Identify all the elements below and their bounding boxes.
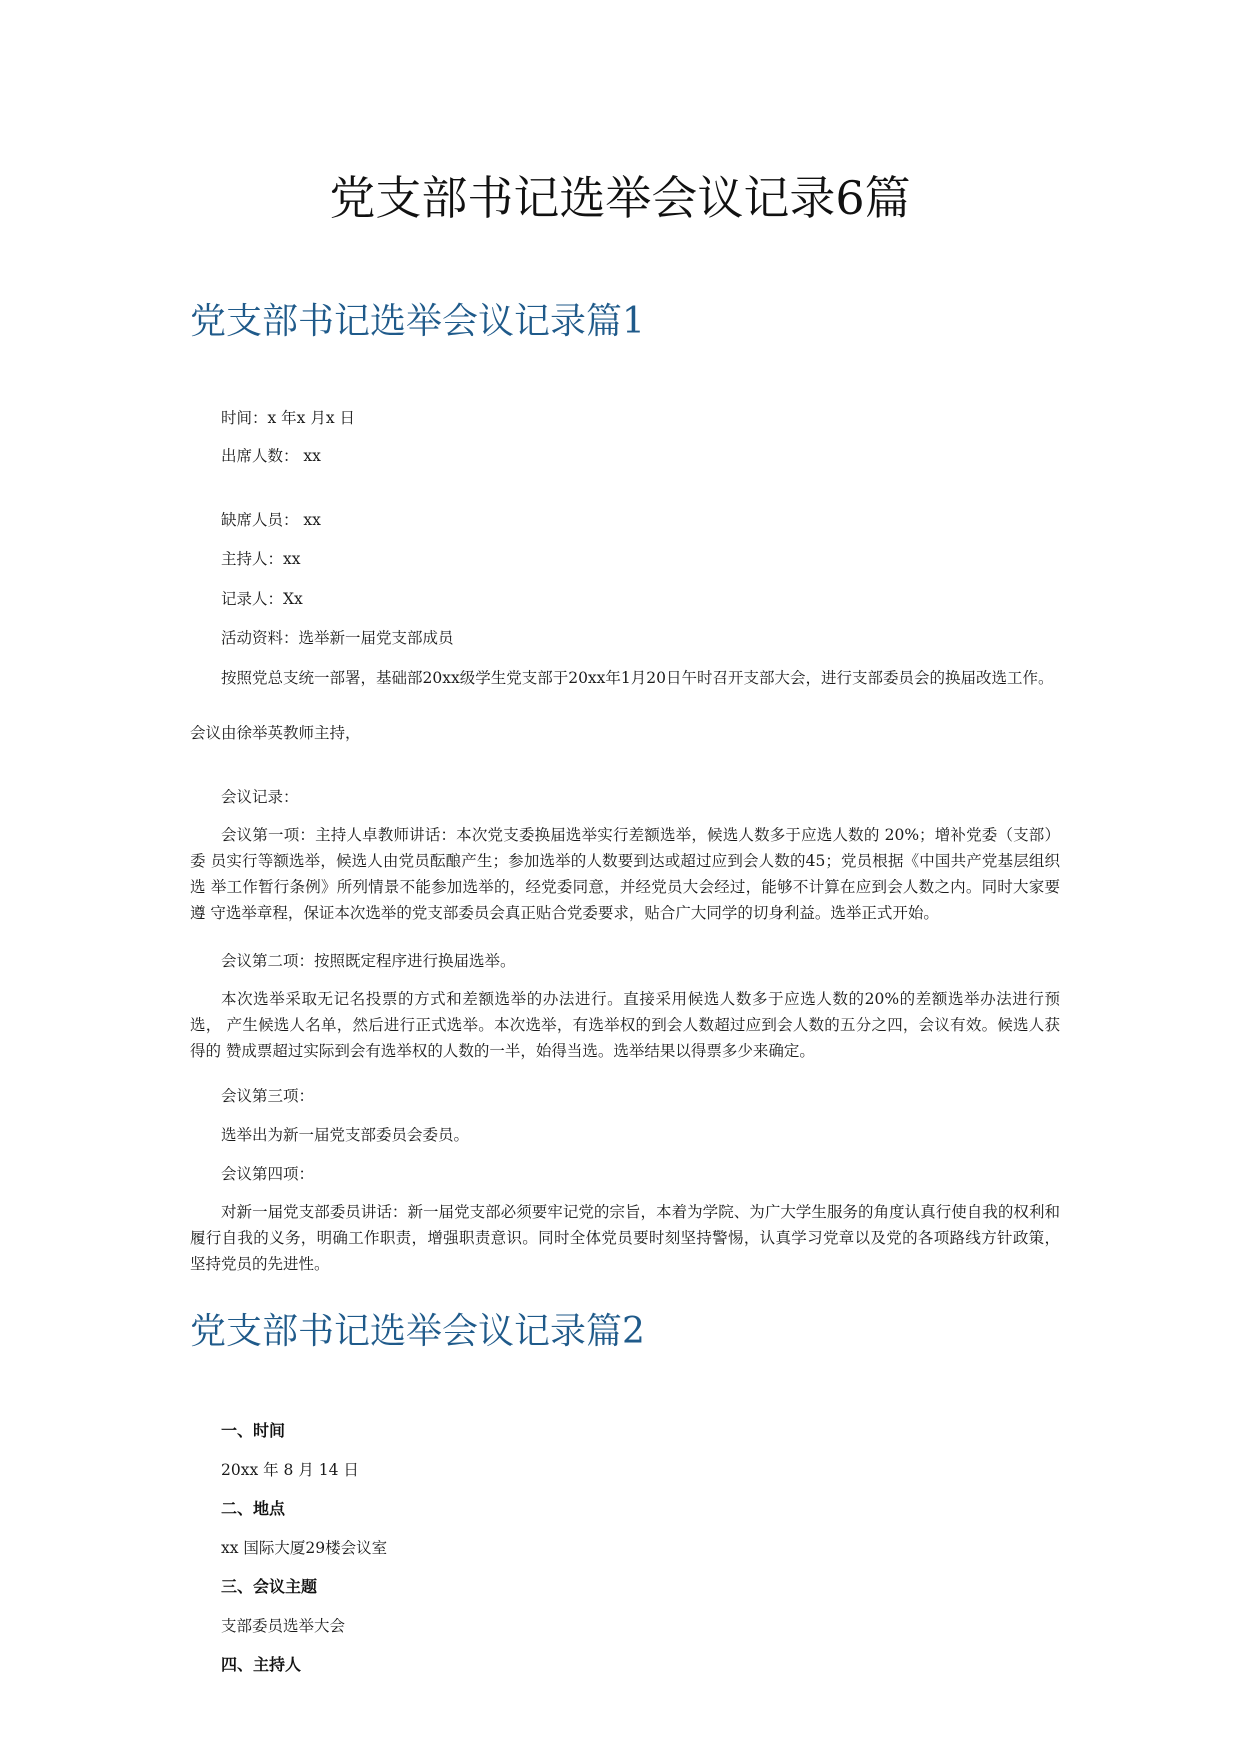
chair-line: 会议由徐举英教师主持，: [190, 724, 361, 742]
item4-paragraph: 对新一届党支部委员讲话：新一届党支部必须要牢记党的宗旨，本着为学院、为广大学生服务的角度认真行使自我的权利和履行自我的义务，明确工作职责，增强职责意识。同时全体党员要时刻坚持警惕，认真学习党章以及党的各项路线方针政策， 坚持党员的先进性。: [190, 1203, 1060, 1273]
item2-label: 会议第二项：按照既定程序进行换届选举。: [221, 952, 516, 970]
host-label: 四、主持人: [221, 1655, 302, 1674]
section1-heading: 党支部书记选举会议记录篇1: [190, 301, 645, 342]
document-title: 党支部书记选举会议记录6篇: [329, 171, 911, 225]
theme-label: 三、会议主题: [221, 1577, 318, 1596]
meeting-recorder: 记录人：Xx: [221, 590, 303, 608]
meeting-host: 主持人：xx: [221, 550, 301, 568]
section2-place: xx 国际大厦29楼会议室: [221, 1539, 388, 1557]
item1-paragraph: 会议第一项：主持人卓教师讲话：本次党支委换届选举实行差额选举，候选人数多于应选人数的 20%；增补党委（支部）委 员实行等额选举，候选人由党员酝酿产生；参加选举的人数要到达或超过应到会人数的45；党员根据《中国共产党基层组织选 举工作暂行条例》所列情景不能参加选举的，经党委同意，并经党员大会经过，能够不计算在应到会人数之内。同时大家要遵 守选举章程，保证本次选举的党支部委员会真正贴合党委要求，贴合广大同学的切身利益。选举正式开始。: [190, 826, 1060, 922]
meeting-time: 时间：x 年x 月x 日: [221, 409, 356, 427]
minutes-label: 会议记录：: [221, 788, 299, 806]
item2-paragraph: 本次选举采取无记名投票的方式和差额选举的办法进行。直接采用候选人数多于应选人数的20%的差额选举办法进行预选， 产生候选人名单，然后进行正式选举。本次选举，有选举权的到会人数超过应到会人数的五分之四，会议有效。候选人获得的 赞成票超过实际到会有选举权的人数的一半，始得当选。选举结果以得票多少来确定。: [190, 990, 1060, 1060]
intro-paragraph: 按照党总支统一部署，基础部20xx级学生党支部于20xx年1月20日午时召开支部大会，进行支部委员会的换届改选工作。: [221, 669, 1054, 687]
attendee-count: 出席人数： xx: [221, 447, 321, 465]
item4-label: 会议第四项：: [221, 1165, 315, 1183]
place-label: 二、地点: [221, 1499, 286, 1518]
activity-content: 活动资料：选举新一届党支部成员: [221, 629, 454, 647]
item3-detail: 选举出为新一届党支部委员会委员。: [221, 1126, 470, 1144]
section2-heading: 党支部书记选举会议记录篇2: [190, 1311, 645, 1352]
absentees: 缺席人员： xx: [221, 511, 321, 529]
section2-time: 20xx 年 8 月 14 日: [221, 1461, 359, 1479]
time-label: 一、时间: [221, 1421, 286, 1440]
item3-label: 会议第三项：: [221, 1087, 315, 1105]
section2-theme: 支部委员选举大会: [221, 1617, 346, 1635]
